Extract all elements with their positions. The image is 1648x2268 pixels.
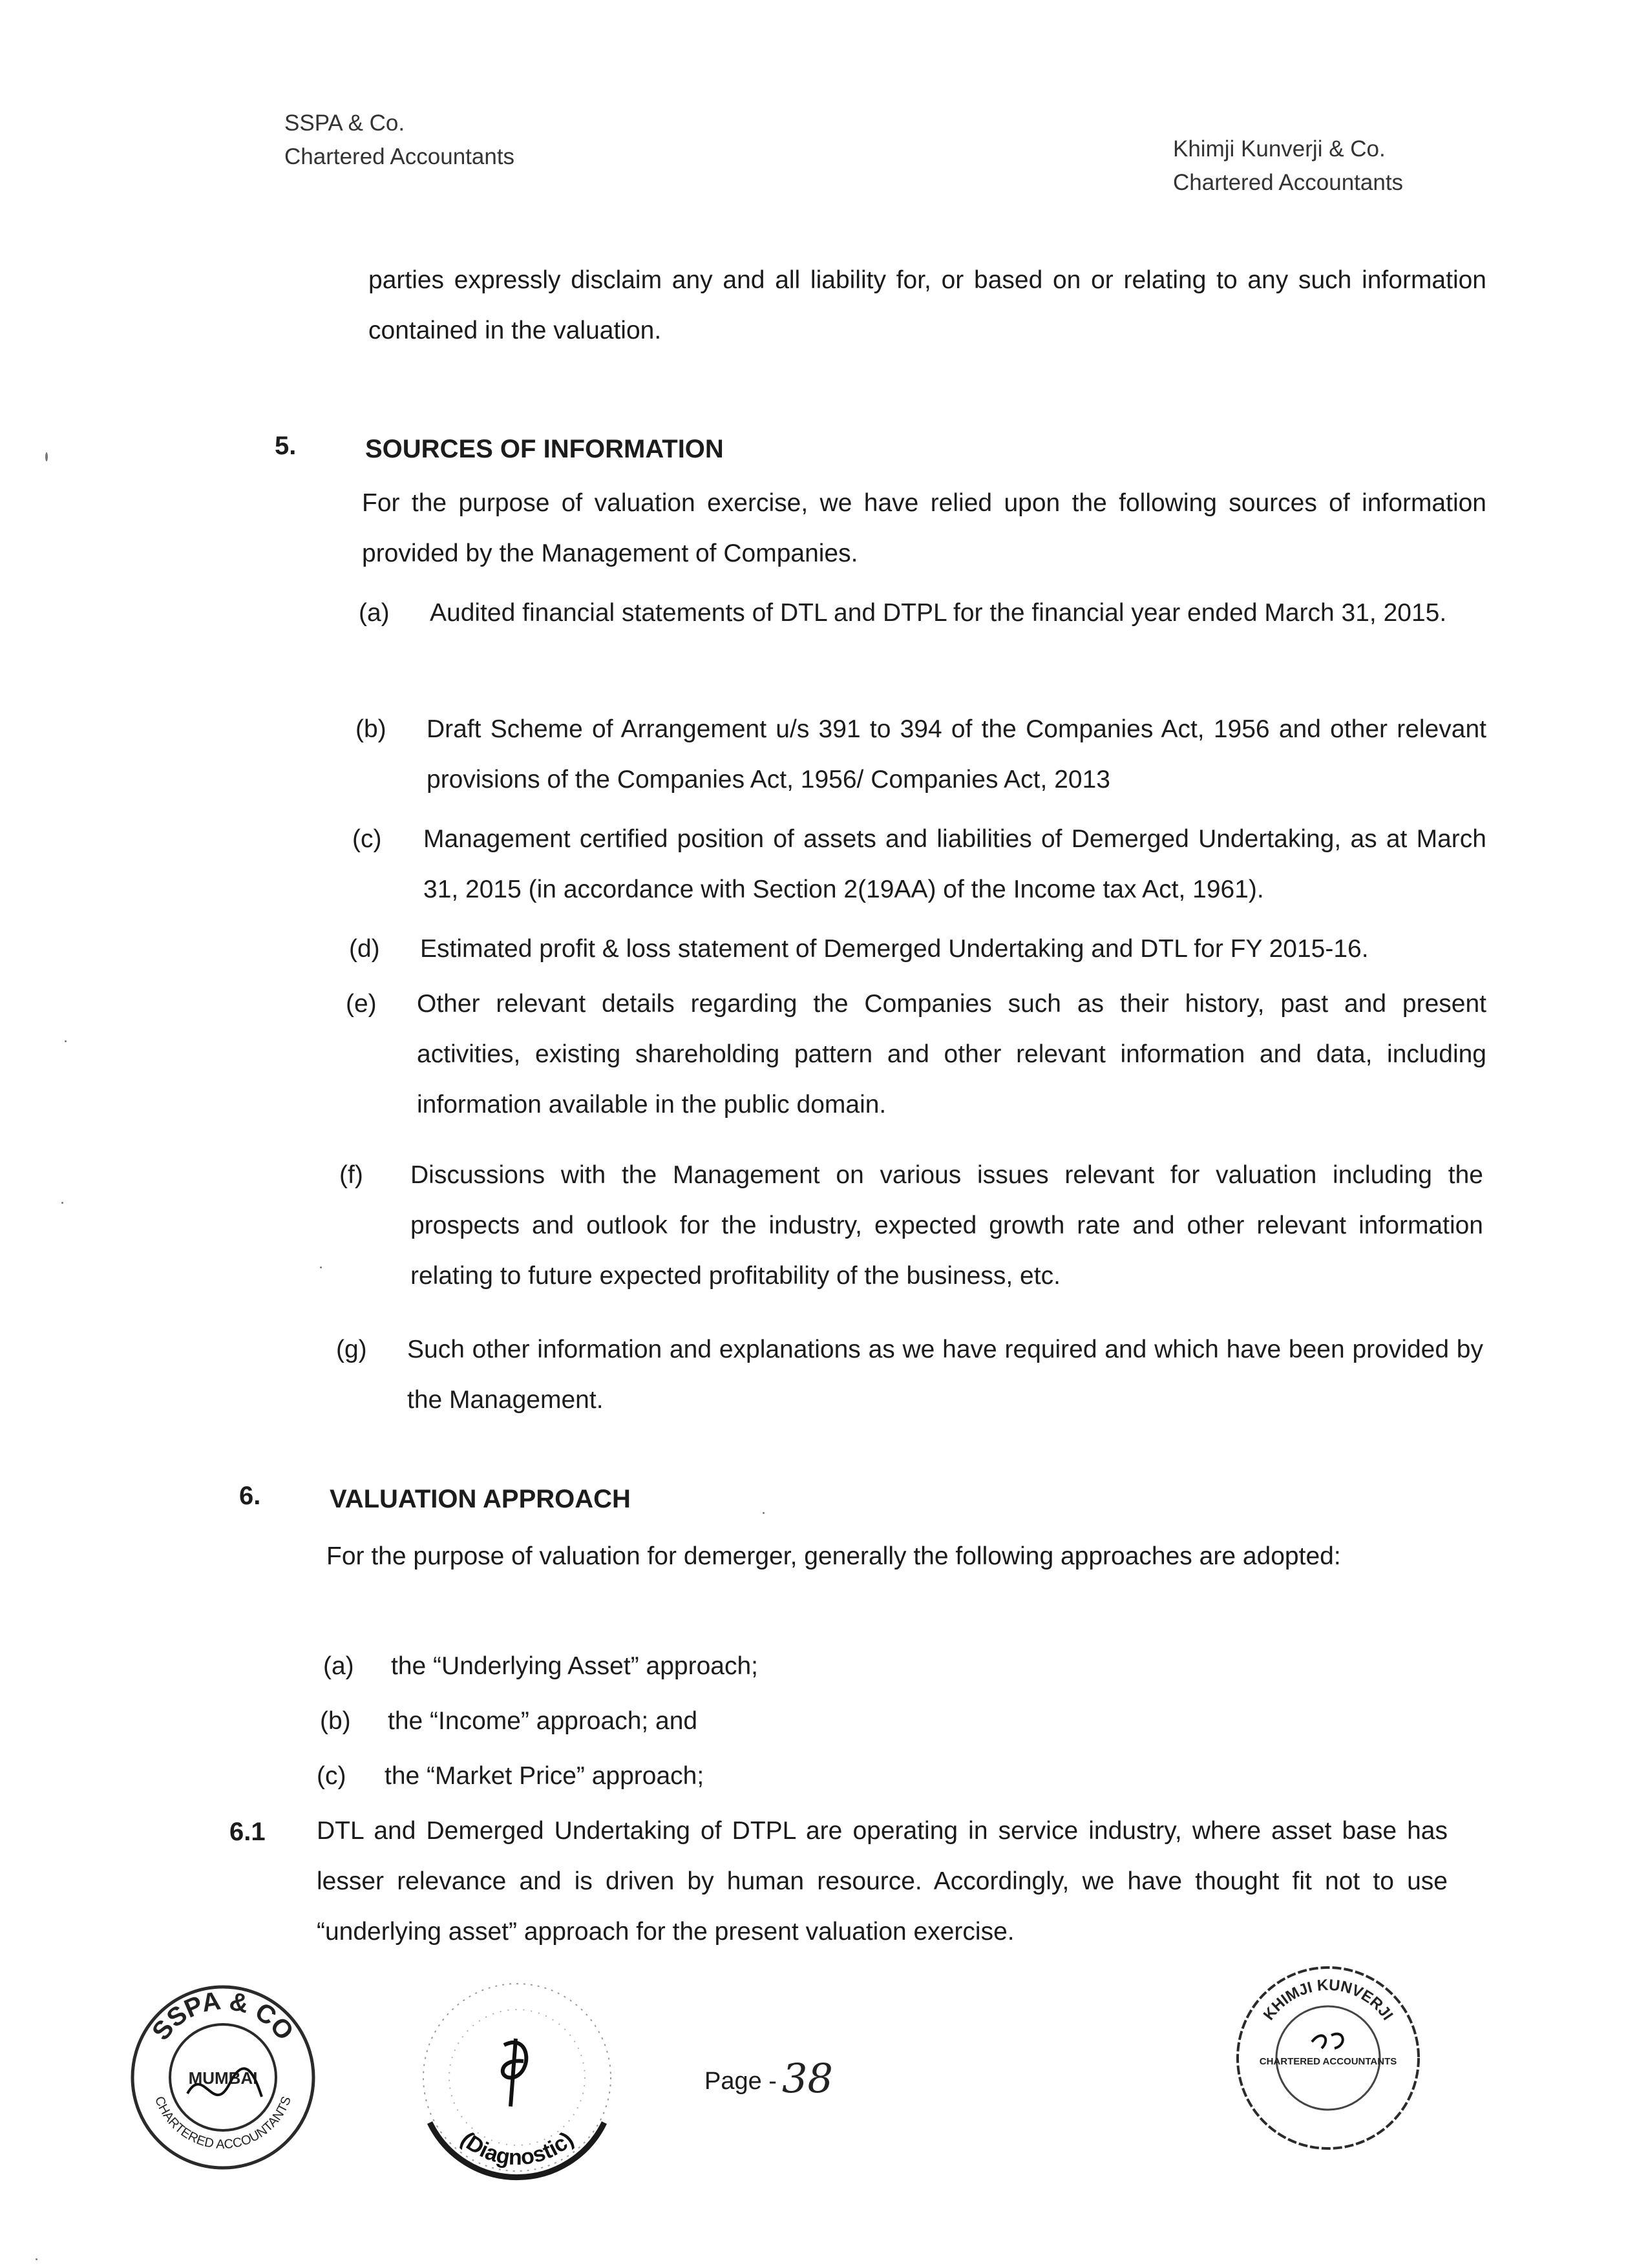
seal-bottom-text: (Diagnostic) (456, 2126, 578, 2170)
scan-speck (65, 1040, 67, 1042)
source-item-g (336, 1325, 1483, 1428)
item-label: (f) (339, 1161, 363, 1189)
firm-designation-right: Chartered Accountants (1173, 170, 1404, 195)
item-text: the “Market Price” approach; (385, 1762, 704, 1790)
section-5-heading: SOURCES OF INFORMATION (365, 435, 724, 463)
section-5-number: 5. (275, 432, 297, 460)
left-firm-seal (126, 1980, 320, 2174)
right-firm-seal (1225, 1955, 1431, 2161)
source-item-c (352, 814, 1486, 918)
seal-top-text: KHIMJI KUNVERJI (1260, 1976, 1397, 2024)
source-item-f (339, 1150, 1483, 1305)
item-label: (a) (323, 1652, 354, 1680)
item-text: Audited financial statements of DTL and DTPL for the financial year ended March 31, 2015. (430, 599, 1447, 627)
approach-item-b (320, 1696, 1419, 1748)
seal-middle-text: MUMBAI (188, 2068, 258, 2088)
header-right (1173, 132, 1403, 200)
item-text: Other relevant details regarding the Companies such as their history, past and present activities, existing shareholding pattern and other relevant information and data, including information available in the public domain. (417, 990, 1486, 1118)
item-label: (c) (317, 1762, 346, 1790)
section-6-1-number: 6.1 (229, 1818, 266, 1846)
approach-item-a (323, 1641, 1422, 1693)
source-item-d (349, 924, 1486, 976)
firm-designation-left: Chartered Accountants (284, 144, 515, 169)
item-label: (d) (349, 935, 380, 963)
item-label: (c) (352, 825, 382, 853)
item-label: (e) (346, 990, 377, 1018)
item-label: (a) (359, 599, 390, 627)
signature-scribble (1312, 2034, 1343, 2048)
firm-name-right: Khimji Kunverji & Co. (1173, 136, 1386, 162)
section-6-paragraph: For the purpose of valuation for demerger, generally the following approaches are adopted: (326, 1542, 1341, 1570)
scan-speck (320, 1266, 322, 1268)
page-number: 38 (782, 2055, 833, 2102)
approach-item-c (317, 1751, 1415, 1803)
seal-middle-text: CHARTERED ACCOUNTANTS (1259, 2056, 1397, 2067)
source-item-a (359, 588, 1486, 691)
seal-bottom-text: CHARTERED ACCOUNTANTS (151, 2094, 294, 2152)
item-text: Such other information and explanations as we have required and which have been provided by the Management. (407, 1336, 1483, 1414)
intro-paragraph: parties expressly disclaim any and all liability for, or based on or relating to any such information contained in the valuation. (368, 266, 1486, 344)
item-label: (b) (355, 715, 386, 743)
section-5-paragraph: For the purpose of valuation exercise, we have relied upon the following sources of information provided by the Management of Companies. (362, 489, 1486, 567)
scan-speck (45, 452, 48, 461)
header-left (284, 107, 514, 174)
item-label: (g) (336, 1336, 367, 1363)
source-item-e (346, 979, 1486, 1134)
page-label: Page - (704, 2068, 777, 2095)
section-6-number: 6. (239, 1482, 261, 1510)
item-text: the “Income” approach; and (388, 1707, 698, 1735)
item-text: Management certified position of assets and liabilities of Demerged Undertaking, as at March 31, 2015 (in accordance with Section 2(19AA) of the Income tax Act, 1961). (423, 825, 1486, 903)
section-6-1-paragraph: DTL and Demerged Undertaking of DTPL are operating in service industry, where asset base has lesser relevance and is driven by human resource. Accordingly, we have thought fit not to use “underlying asset” approach for the present valuation exercise. (317, 1817, 1448, 1946)
item-text: Estimated profit & loss statement of Demerged Undertaking and DTL for FY 2015-16. (420, 935, 1369, 963)
center-company-seal (401, 1968, 633, 2181)
signature-scribble (503, 2039, 526, 2106)
item-text: Discussions with the Management on various issues relevant for valuation including the prospects and outlook for the industry, expected growth rate and other relevant information relating to future expected profitability of the business, etc. (410, 1161, 1483, 1290)
scan-speck (763, 1512, 765, 1514)
scan-speck (61, 1202, 63, 1204)
item-text: the “Underlying Asset” approach; (391, 1652, 758, 1680)
source-item-b (355, 704, 1486, 808)
item-text: Draft Scheme of Arrangement u/s 391 to 394 of the Companies Act, 1956 and other relevant provisions of the Companies Act, 1956/ Companies Act, 2013 (427, 715, 1486, 793)
seal-top-text: SSPA & CO (146, 1986, 299, 2046)
item-label: (b) (320, 1707, 351, 1735)
scan-speck (36, 2258, 37, 2260)
firm-name-left: SSPA & Co. (284, 110, 405, 136)
section-6-heading: VALUATION APPROACH (330, 1485, 631, 1513)
